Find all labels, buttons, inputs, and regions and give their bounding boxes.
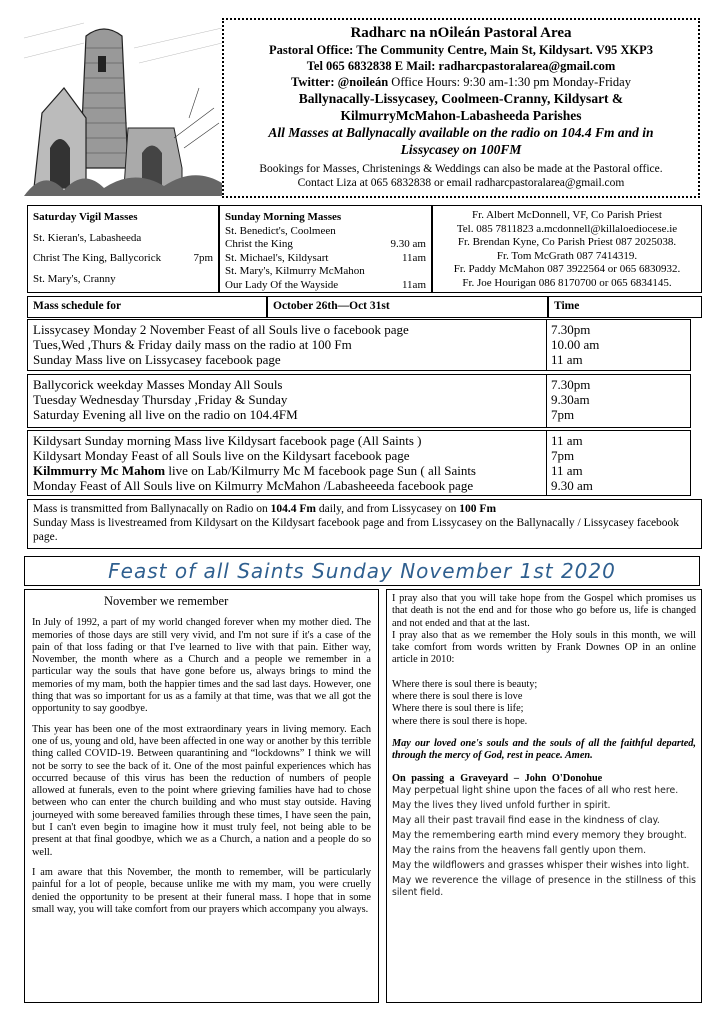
radio-line-1: All Masses at Ballynacally available on the radio on 104.4 Fm and in — [268, 125, 654, 140]
sunday-item: St. Benedict's, Coolmeen — [225, 224, 336, 237]
schedule-time: 11 am — [551, 352, 583, 367]
poem-title: On passing a Graveyard – John O'Donohue — [392, 772, 603, 784]
clergy-line: Fr. Paddy McMahon 087 3922564 or 065 6830932. — [453, 263, 681, 275]
schedule-time: 11 am — [551, 433, 583, 448]
church-ruin-illustration — [24, 18, 222, 196]
vigil-item: St. Mary's, Cranny — [33, 272, 116, 285]
transmission-note: Mass is transmitted from Ballynacally on Radio on 104.4 Fm daily, and from Lissycasey on 100 Fm Sunday Mass is livestreamed from Kildysart on the Kildysart facebook page and from Lissycasey on the Ballynacally / Lissycasey facebook page. — [27, 499, 702, 549]
poem-line: May the rains from the heavens fall gently upon them. — [392, 844, 647, 856]
prayer-paragraph: I pray also that as we remember the Holy souls in this month, we will take comfort from words written by Frank Downes OP in an online article in 2010: — [392, 629, 696, 666]
clergy-line: Fr. Joe Hourigan 086 8170700 or 065 6834145. — [462, 276, 672, 289]
pastoral-area-title: Radharc na nOileán Pastoral Area — [350, 25, 572, 41]
verse-line: where there is soul there is love — [392, 691, 523, 703]
sunday-title: Sunday Morning Masses — [225, 211, 342, 223]
article-title: November we remember — [104, 594, 229, 608]
article-paragraph: This year has been one of the most extraordinary years in living memory. Each one of us, young and old, have been affected in one way or another by this terrible thing called COVID-19. Between quarantining and “lockdowns” I think we will not be sorry to see the back of it. One of the most painful experiences which has occurred because of this virus has been the reduction of numbers of people allowed at funerals, even to the point where grieving families have had to chose between who can enter the church building and who must stay outside. Having journeyed with some bereaved families through these times, I have seen the pain, but I can't even begin to imagine how it must truly feel, not being able to be present at that final goodbye, which we as a Church, a nation and a people do so well. — [32, 723, 371, 858]
clergy-line: Tel. 085 7811823 a.mcdonnell@killaloediocese.ie — [456, 222, 678, 235]
schedule-time: 10.00 am — [551, 337, 600, 352]
schedule-line: Ballycorick weekday Masses Monday All Souls — [33, 377, 283, 392]
schedule-line: Tuesday Wednesday Thursday ,Friday & Sunday — [33, 392, 288, 407]
schedule-row-ballycorick — [27, 374, 691, 428]
schedule-time-header: Time — [548, 296, 702, 318]
vigil-item: St. Kieran's, Labasheeda — [33, 231, 142, 244]
clergy-contacts-box — [432, 205, 702, 293]
verse-line: Where there is soul there is beauty; — [392, 678, 538, 690]
poem-line: May perpetual light shine upon the faces of all who rest here. — [392, 784, 679, 796]
prayer-column — [386, 589, 702, 1003]
poem — [392, 785, 696, 899]
schedule-dates: October 26th—Oct 31st — [267, 296, 548, 318]
schedule-line: Monday Feast of All Souls live on Kilmurry McMahon /Labasheeeda facebook page — [33, 478, 474, 493]
twitter-hours-line — [230, 74, 692, 90]
office-hours: Office Hours: 9:30 am-1:30 pm Monday-Friday — [388, 75, 631, 89]
schedule-line: Tues,Wed ,Thurs & Friday daily mass on the radio at 100 Fm — [33, 337, 352, 352]
clergy-line: Fr. Brendan Kyne, Co Parish Priest 087 2025038. — [457, 236, 677, 248]
parishes-line-2: KilmurryMcMahon-Labasheeda Parishes — [340, 108, 582, 123]
bookings-line-2: Contact Liza at 065 6832838 or email radharcpastoralarea@gmail.com — [297, 177, 625, 189]
parishes-line-1: Ballynacally-Lissycasey, Coolmeen-Cranny, Kildysart & — [298, 91, 624, 106]
sunday-item: Our Lady Of the Wayside 11am — [225, 278, 426, 291]
poem-line: May the wildflowers and grasses whisper their wishes into light. — [392, 859, 690, 871]
schedule-time: 11 am — [551, 463, 583, 478]
schedule-line: Saturday Evening all live on the radio on 104.4FM — [33, 407, 298, 422]
prayer-paragraph: I pray also that you will take hope from the Gospel which promises us that death is not the end and for those who go before us, life is changed and not ended and that at the last. — [392, 593, 696, 629]
schedule-line: Sunday Mass live on Lissycasey facebook page — [33, 352, 281, 367]
poem-line: May the remembering earth mind every memory they brought. — [392, 829, 687, 841]
clergy-line: Fr. Tom McGrath 087 7414319. — [496, 249, 638, 262]
vigil-item: Christ The King, Ballycorick 7pm — [33, 252, 213, 264]
poem-line: May the lives they lived unfold further in spirit. — [392, 799, 611, 811]
schedule-row-lissycasey — [27, 319, 691, 371]
rest-in-peace-prayer: May our loved one's souls and the souls of all the faithful departed, through the mercy of God, rest in peace. Amen. — [392, 737, 696, 762]
sunday-item: St. Michael's, Kildysart 11am — [225, 251, 426, 264]
schedule-line: Lissycasey Monday 2 November Feast of all Souls live o facebook page — [33, 322, 409, 337]
schedule-time: 9.30am — [551, 392, 590, 407]
article-paragraph: I am aware that this November, the month to remember, will be particularly painful for a lot of people, because unlike me with my mam, you were cruelly denied the opportunity to be present at their funeral mass. I hope that in some small way, you will take comfort from our prayers which accompany you always. — [32, 866, 371, 915]
schedule-time: 7pm — [551, 407, 575, 422]
schedule-time: 7.30pm — [551, 322, 591, 337]
vigil-masses-box — [27, 205, 219, 293]
poem-line: May we reverence the village of presence in the stillness of this silent field. — [392, 874, 696, 898]
sunday-masses-box — [219, 205, 432, 293]
clergy-line: Fr. Albert McDonnell, VF, Co Parish Priest — [472, 209, 662, 221]
schedule-line: Kildysart Sunday morning Mass live Kildysart facebook page (All Saints ) — [33, 433, 422, 448]
office-address: Pastoral Office: The Community Centre, Main St, Kildysart. V95 XKP3 — [269, 43, 653, 57]
schedule-time: 7pm — [551, 448, 575, 463]
feast-banner: Feast of all Saints Sunday November 1st 2020 — [24, 556, 700, 586]
kilmurry-bold-label: Kilmmurry Mc Mahom — [33, 463, 166, 478]
schedule-row-kildysart — [27, 430, 691, 496]
schedule-time: 7.30pm — [551, 377, 591, 392]
sunday-item: St. Mary's, Kilmurry McMahon — [225, 265, 365, 277]
november-remember-article — [24, 589, 379, 1003]
schedule-time: 9.30 am — [551, 478, 593, 493]
contact-line: Tel 065 6832838 E Mail: radharcpastoralarea@gmail.com — [306, 59, 616, 73]
bookings-line-1: Bookings for Masses, Christenings & Weddings can also be made at the Pastoral office. — [259, 163, 663, 175]
vigil-title: Saturday Vigil Masses — [33, 211, 138, 223]
article-paragraph: In July of 1992, a part of my world changed forever when my mother died. The memories of those days are still very vivid, and I'm not sure if it's a case of the pain of that loss fading or that I've learned to live with that pain. Either way, November, the month where as a Church and a people we remember in a particular way the souls that have gone before us, always brings to mind the memories of my mam, both the happier times and the sad last days. However, one thing that was so important for us as a family at that time, was that we all got the opportunity to say goodbye. — [32, 617, 371, 715]
schedule-line: Kilmmurry Mc Mahom live on Lab/Kilmurry Mc M facebook page Sun ( all Saints — [33, 463, 476, 478]
sunday-item: Christ the King 9.30 am — [225, 238, 426, 250]
poem-line: May all their past travail find ease in the kindness of clay. — [392, 814, 660, 826]
header-info-box — [222, 18, 700, 198]
verse-line: Where there is soul there is life; — [392, 703, 524, 715]
schedule-line: Kildysart Monday Feast of all Souls live on the Kildysart facebook page — [33, 448, 410, 463]
schedule-label: Mass schedule for — [27, 296, 267, 318]
radio-line-2: Lissycasey on 100FM — [400, 142, 522, 157]
twitter-handle: Twitter: @noileán — [291, 75, 389, 89]
verse-line: where there is soul there is hope. — [392, 715, 528, 727]
